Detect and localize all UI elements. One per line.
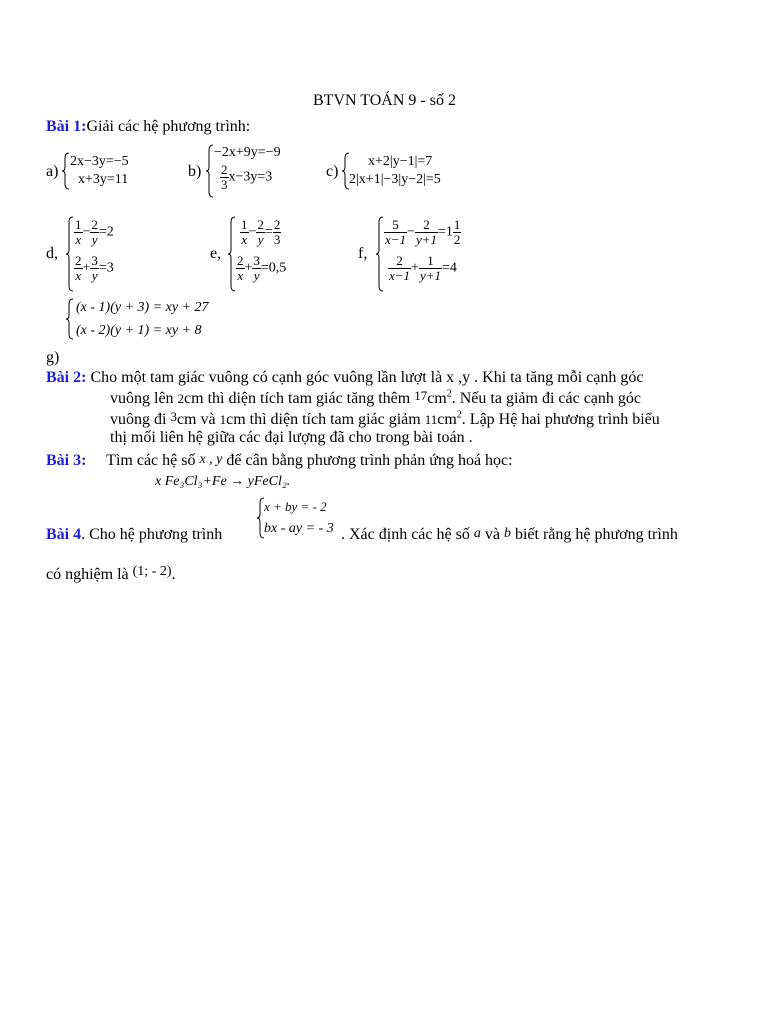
bai1-e-n1: 1	[241, 217, 248, 232]
bai4-text-d: biết rằng hệ phương trình	[514, 526, 678, 543]
bai1-g-label: g)	[46, 349, 60, 366]
bai4-line2	[46, 564, 176, 584]
bai4-eq2: bx - ay = - 3	[264, 521, 334, 536]
bai2-l2-v1: 2	[177, 391, 185, 406]
bai1-c-label: c)	[326, 163, 339, 180]
bai1-d-d1: x	[75, 232, 82, 247]
bai4-line1-left	[46, 526, 222, 544]
bai2-l2d: . Nếu ta giảm đi các cạnh góc	[451, 390, 641, 407]
bai1-f-d2: y+1	[415, 232, 437, 247]
bai1-f-mixed-d: 2	[453, 232, 461, 247]
bai1-f-r2: =4	[442, 260, 457, 276]
bai1-f-d1: x−1	[385, 232, 407, 247]
bai2-line4: thị mối liên hệ giữa các đại lượng đã cho trong bài toán .	[110, 429, 473, 446]
bai3-text-a: Tìm các hệ số	[106, 452, 196, 469]
bai1-f-n1: 5	[384, 218, 407, 233]
bai1-d-n4: 3	[91, 253, 98, 268]
bai1-e-n4: 3	[253, 253, 260, 268]
bai1-d-n1: 1	[75, 217, 82, 232]
bai1-d-brace	[66, 216, 74, 292]
bai4-var-b: b	[503, 526, 511, 541]
bai1-d-d3: x	[75, 268, 82, 283]
bai1-b-eq2	[220, 163, 272, 192]
bai2-l3-v2: 1	[219, 412, 227, 427]
bai1-e-r2: =0,5	[260, 260, 287, 276]
bai1-e-eq1: $\frac{1}{x}$ − $\frac{2}{y}$ = $\frac{2}{3}$	[241, 217, 281, 247]
bai1-e-d5: 3	[273, 232, 281, 247]
bai1-d-eq1: $\frac{1}{x}$ − $\frac{2}{y}$ =2	[75, 217, 114, 247]
bai1-e-brace	[228, 216, 236, 292]
bai2-l2c: cm	[427, 390, 447, 407]
bai1-a-label: a)	[46, 163, 59, 180]
bai1-e-d1: x	[241, 232, 248, 247]
bai3-line	[46, 452, 513, 470]
bai1-c-eq1: x+2|y−1|=7	[368, 154, 433, 169]
bai2-text-line1: Cho một tam giác vuông có cạnh góc vuông lần lượt là x ,y . Khi ta tăng mỗi cạnh góc	[90, 369, 644, 386]
bai4-text-c: và	[484, 526, 500, 543]
bai1-f-eq1: $\frac{5}{x-1}$ − $\frac{2}{y+1}$ =1 $\frac{1}{2}$	[385, 217, 461, 247]
bai4-label: Bài 4	[46, 526, 82, 543]
bai1-f-d3: x−1	[389, 268, 411, 283]
bai1-e-n3: 2	[237, 253, 244, 268]
bai1-g-eq1: (x - 1)(y + 3) = xy + 27	[76, 300, 209, 315]
bai1-b-eq1: −2x+9y=−9	[214, 145, 281, 160]
bai1-e-label: e,	[210, 245, 222, 262]
bai1-e-eq2: $\frac{2}{x}$ + $\frac{3}{y}$ =0,5	[237, 253, 287, 283]
bai1-e-d2: y	[257, 232, 264, 247]
bai2-l3-v1: 3	[170, 409, 177, 424]
bai4-text-a: . Cho hệ phương trình	[81, 526, 223, 543]
bai1-f-mixed-n: 1	[453, 217, 461, 232]
bai1-b-eq2-rest: x−3y=3	[228, 169, 273, 185]
bai3-reaction: x Fe₃Cl₃+Fe → yFeCl₂.	[155, 474, 291, 489]
bai1-d-d4: y	[91, 268, 98, 283]
bai1-f-n3: 2	[388, 254, 411, 269]
bai1-d-n3: 2	[75, 253, 82, 268]
bai2-line1	[46, 369, 643, 387]
bai1-f-n4: 1	[419, 254, 442, 269]
bai1-e-n2: 2	[257, 217, 264, 232]
bai1-e-d3: x	[237, 268, 244, 283]
bai1-d-r1: =2	[98, 224, 114, 240]
bai2-line3	[110, 409, 660, 429]
bai1-d-label: d,	[46, 245, 58, 262]
bai1-text: Giải các hệ phương trình:	[86, 118, 251, 135]
bai2-l3c: cm thì diện tích tam giác giảm	[226, 411, 421, 428]
bai4-text-b: . Xác định các hệ số	[341, 526, 470, 543]
bai1-label: Bài 1:	[46, 118, 87, 135]
bai1-e-n5: 2	[273, 217, 281, 232]
bai2-l3a: vuông đi	[110, 411, 167, 428]
bai2-l2a: vuông lên	[110, 390, 174, 407]
bai1-c-eq2: 2|x+1|−3|y−2|=5	[349, 172, 441, 187]
bai1-g-eq2: (x - 2)(y + 1) = xy + 8	[76, 323, 202, 338]
bai1-d-n2: 2	[91, 217, 98, 232]
bai4-text-e: có nghiệm là	[46, 566, 129, 583]
bai1-d-r2: =3	[98, 260, 114, 276]
bai3-text-b: để cân bằng phương trình phản ứng hoá học:	[226, 452, 513, 469]
bai1-a-eq1: 2x−3y=−5	[70, 154, 129, 169]
bai2-label: Bài 2:	[46, 369, 87, 386]
bai2-l3e: . Lập Hệ hai phương trình biểu	[461, 411, 660, 428]
bai2-l3-v3: 11	[424, 412, 438, 427]
bai1-f-label: f,	[358, 245, 368, 262]
bai1-f-eq2: $\frac{2}{x-1}$ + $\frac{1}{y+1}$ =4	[389, 253, 457, 283]
bai2-l3b: cm và	[176, 411, 216, 428]
bai4-line1-right	[341, 526, 678, 544]
bai1-a-brace	[62, 152, 70, 190]
bai1-a-eq2: x+3y=11	[78, 172, 129, 187]
bai1-f-r1: =1	[438, 224, 453, 240]
bai1-b-frac-den: 3	[221, 177, 228, 192]
bai2-line2	[110, 388, 641, 408]
bai1-b-brace	[206, 144, 214, 198]
bai1-b-frac-num: 2	[221, 162, 228, 177]
bai1-d-eq2: $\frac{2}{x}$ + $\frac{3}{y}$ =3	[75, 253, 114, 283]
bai2-l3d: cm	[437, 411, 457, 428]
bai1-f-d4: y+1	[419, 268, 441, 283]
bai2-l2-v2: 17	[414, 388, 428, 403]
bai1-b-label: b)	[188, 163, 202, 180]
bai1-f-brace	[376, 216, 384, 292]
bai2-l2b: cm thì diện tích tam giác tăng thêm	[184, 390, 411, 407]
bai1-g-brace	[66, 298, 74, 340]
bai2-l2-sup: 2	[446, 388, 452, 400]
bai4-text-f: .	[171, 566, 176, 583]
bai4-var-a: a	[473, 526, 481, 541]
bai4-eq1: x + by = - 2	[264, 499, 327, 514]
bai1-heading	[46, 118, 250, 136]
bai1-f-n2: 2	[415, 218, 438, 233]
bai1-d-d2: y	[91, 232, 98, 247]
bai3-label: Bài 3:	[46, 452, 87, 469]
bai4-solution: (1; - 2)	[132, 564, 172, 579]
page-title: BTVN TOÁN 9 - số 2	[313, 92, 456, 109]
bai3-vars: x , y	[199, 452, 223, 467]
bai1-e-d4: y	[253, 268, 260, 283]
bai2-l3-sup: 2	[456, 409, 462, 421]
